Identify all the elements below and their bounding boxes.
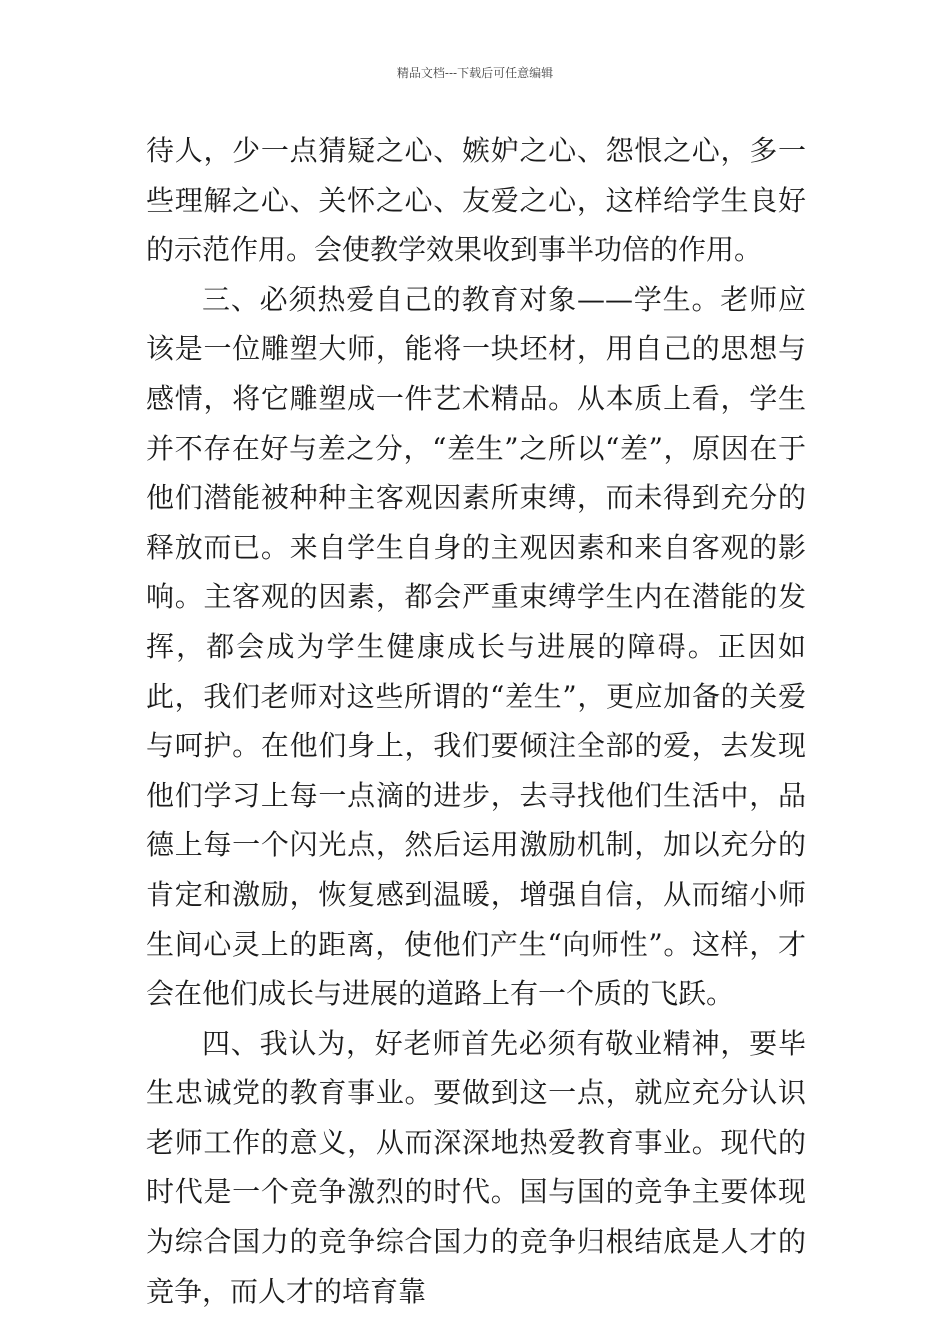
page-header: 精品文档---下载后可任意编辑 [396, 66, 554, 80]
document-body [146, 126, 806, 1316]
paragraph-2: 三、必须热爱自己的教育对象——学生。老师应该是一位雕塑大师，能将一块坯材，用自己的思想与感情，将它雕塑成一件艺术精品。从本质上看，学生并不存在好与差之分，“差生”之所以“差”，原因在于他们潜能被种种主客观因素所束缚，而未得到充分的释放而已。来自学生自身的主观因素和来自客观的影响。主客观的因素，都会严重束缚学生内在潜能的发挥，都会成为学生健康成长与进展的障碍。正因如此，我们老师对这些所谓的“差生”，更应加备的关爱与呵护。在他们身上，我们要倾注全部的爱，去发现他们学习上每一点滴的进步，去寻找他们生活中，品德上每一个闪光点，然后运用激励机制，加以充分的肯定和激励，恢复感到温暖，增强自信，从而缩小师生间心灵上的距离，使他们产生“向师性”。这样，才会在他们成长与进展的道路上有一个质的飞跃。 [146, 282, 806, 1011]
paragraph-1: 待人，少一点猜疑之心、嫉妒之心、怨恨之心，多一些理解之心、关怀之心、友爱之心，这样给学生良好的示范作用。会使教学效果收到事半功倍的作用。 [146, 134, 806, 267]
paragraph-3: 四、我认为，好老师首先必须有敬业精神，要毕生忠诚党的教育事业。要做到这一点，就应充分认识老师工作的意义，从而深深地热爱教育事业。现代的时代是一个竞争激烈的时代。国与国的竞争主要体现为综合国力的竞争综合国力的竞争归根结底是人才的竞争，而人才的培育靠 [146, 1026, 806, 1308]
